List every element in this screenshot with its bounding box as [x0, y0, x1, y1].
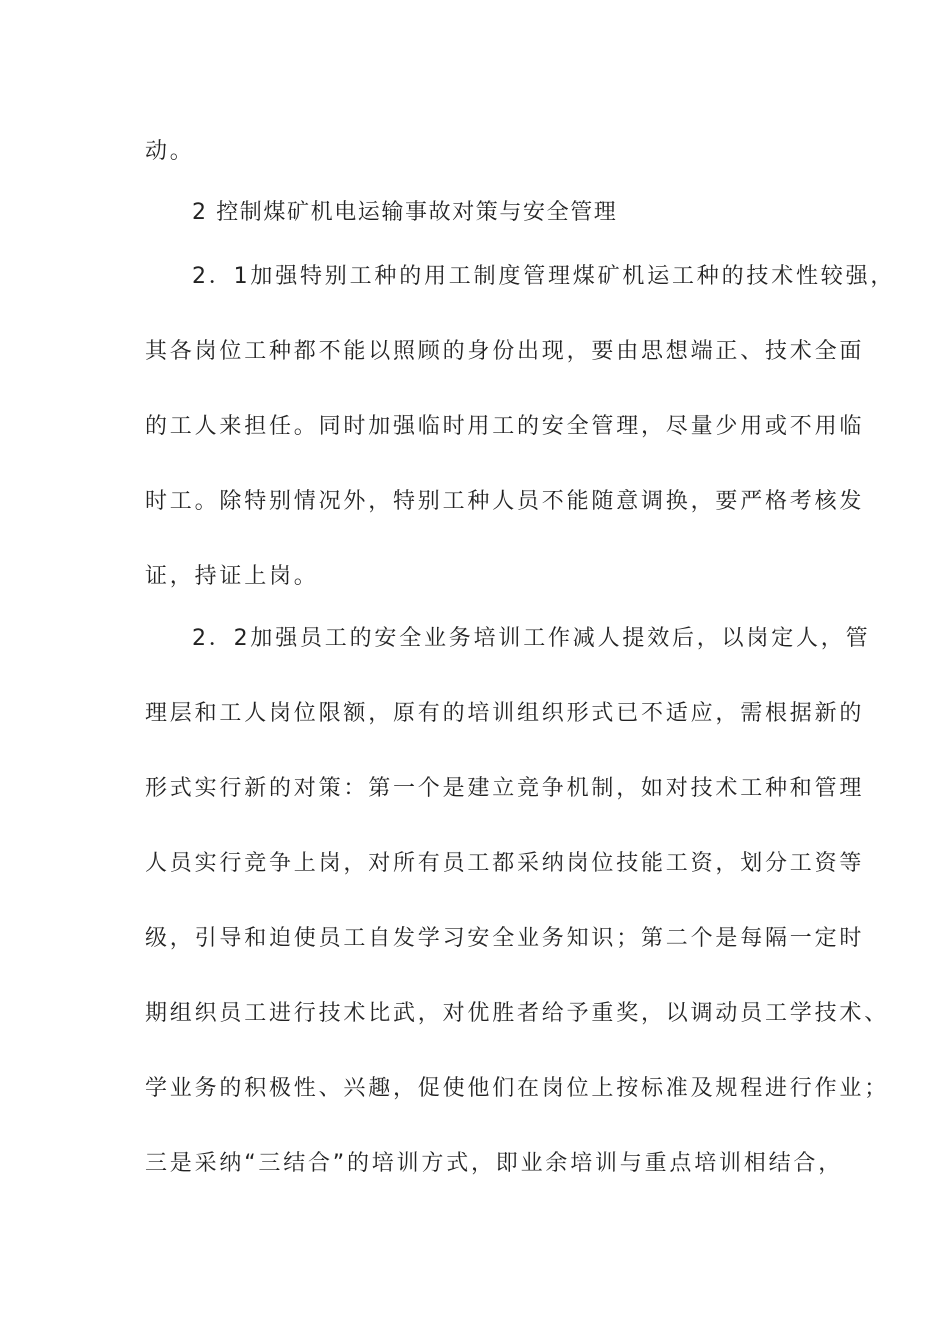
paragraph-line: 其各岗位工种都不能以照顾的身份出现，要由思想端正、技术全面	[145, 339, 865, 364]
paragraph-line: 期组织员工进行技术比武，对优胜者给予重奖，以调动员工学技术、	[145, 1001, 890, 1026]
paragraph-line: 三是采纳“三结合”的培训方式，即业余培训与重点培训相结合，	[145, 1151, 843, 1176]
paragraph-line: 的工人来担任。同时加强临时用工的安全管理，尽量少用或不用临	[145, 414, 865, 439]
paragraph-line: 动。	[145, 139, 195, 164]
paragraph-line: 证，持证上岗。	[145, 564, 319, 589]
paragraph-line: 级，引导和迫使员工自发学习安全业务知识；第二个是每隔一定时	[145, 926, 865, 951]
paragraph-line: 2．2加强员工的安全业务培训工作减人提效后，以岗定人，管	[192, 626, 871, 651]
paragraph-line: 2．1加强特别工种的用工制度管理煤矿机运工种的技术性较强，	[192, 264, 896, 289]
paragraph-line: 学业务的积极性、兴趣，促使他们在岗位上按标准及规程进行作业；	[145, 1076, 890, 1101]
paragraph-line: 形式实行新的对策：第一个是建立竞争机制，如对技术工种和管理	[145, 776, 865, 801]
paragraph-line: 时工。除特别情况外，特别工种人员不能随意调换，要严格考核发	[145, 489, 865, 514]
section-heading: 2 控制煤矿机电运输事故对策与安全管理	[192, 200, 618, 225]
paragraph-line: 理层和工人岗位限额，原有的培训组织形式已不适应，需根据新的	[145, 701, 865, 726]
paragraph-line: 人员实行竞争上岗，对所有员工都采纳岗位技能工资，划分工资等	[145, 851, 865, 876]
